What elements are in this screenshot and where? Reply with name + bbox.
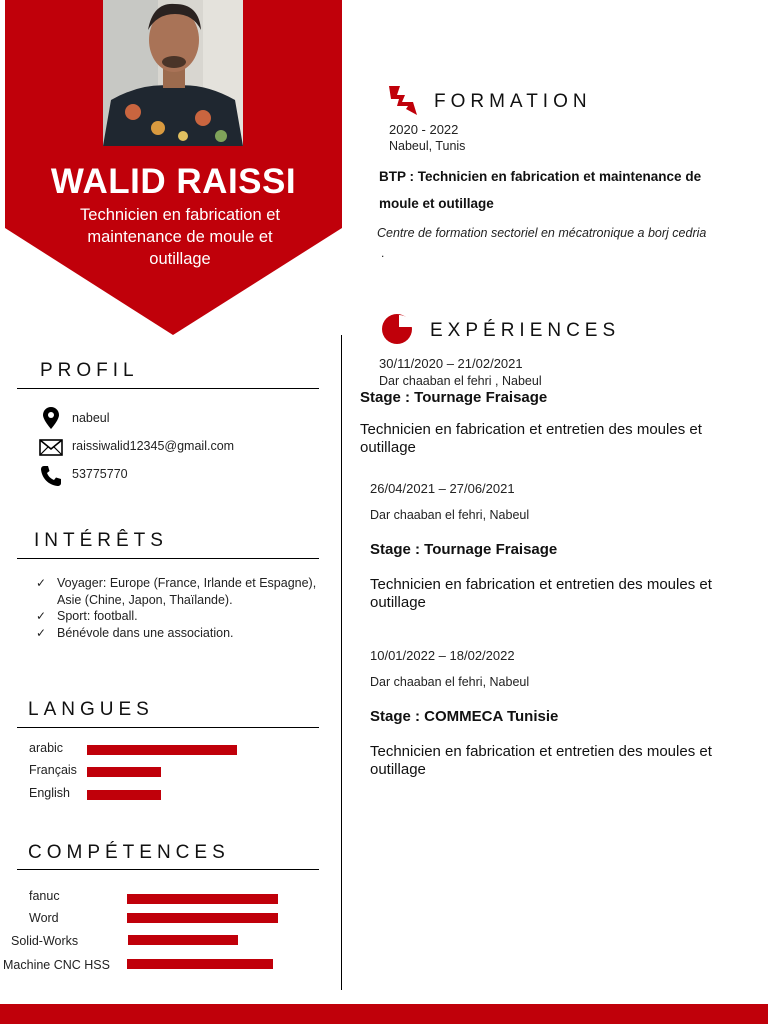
langue-level-bar (87, 767, 161, 777)
formation-heading: FORMATION (434, 91, 592, 112)
formation-degree: BTP : Technicien en fabrication et maintenance de moule et outillage (379, 169, 702, 211)
skill-level-bar (127, 894, 278, 904)
check-icon: ✓ (36, 576, 47, 590)
skill-label: Word (29, 911, 59, 925)
langue-level-bar (87, 745, 237, 755)
profil-divider (17, 388, 319, 389)
competences-heading: COMPÉTENCES (28, 842, 230, 863)
person-name: WALID RAISSI (50, 162, 297, 201)
experience-desc: Technicien en fabrication et entretien des moules et outillage (370, 576, 712, 611)
formation-place: Nabeul, Tunis (389, 139, 466, 153)
list-item: ✓ Voyager: Europe (France, Irlande et Espagne), Asie (Chine, Japon, Thaïlande). (36, 576, 317, 607)
pie-chart-icon (381, 313, 415, 350)
formation-dates: 2020 - 2022 (389, 122, 459, 137)
formation-dot: . (381, 246, 385, 260)
experience-title: Stage : COMMECA Tunisie (370, 708, 559, 725)
interets-list (34, 575, 329, 641)
skill-level-bar (127, 913, 278, 923)
experience-desc: Technicien en fabrication et entretien des moules et outillage (370, 743, 712, 778)
list-item: ✓ Sport: football. (36, 609, 138, 623)
check-icon: ✓ (36, 625, 47, 640)
experience-dates: 10/01/2022 – 18/02/2022 (370, 648, 515, 663)
experience-dates: 26/04/2021 – 27/06/2021 (370, 481, 515, 496)
skill-label: Solid-Works (11, 934, 79, 948)
skill-level-bar (128, 935, 238, 945)
profil-phone: 53775770 (72, 467, 128, 481)
langues-heading: LANGUES (28, 699, 154, 720)
langues-divider (17, 727, 319, 728)
experience-title: Stage : Tournage Fraisage (360, 389, 548, 406)
profil-email[interactable]: raissiwalid12345@gmail.com (72, 439, 235, 453)
profile-photo (103, 0, 243, 146)
experience-company: Dar chaaban el fehri, Nabeul (370, 508, 530, 522)
profil-heading: PROFIL (40, 360, 139, 381)
experience-desc: Technicien en fabrication et entretien des moules et outillage (360, 421, 702, 455)
skill-level-bar (127, 959, 273, 969)
langue-label: Français (29, 763, 77, 777)
langue-label: arabic (29, 741, 64, 755)
skill-label: fanuc (29, 889, 60, 903)
envelope-icon (38, 436, 64, 458)
langue-level-bar (87, 790, 161, 800)
experience-company: Dar chaaban el fehri, Nabeul (370, 675, 530, 689)
list-item: ✓ Bénévole dans une association. (36, 625, 234, 640)
column-divider (341, 335, 342, 990)
skill-label: Machine CNC HSS (3, 958, 110, 972)
experiences-heading: EXPÉRIENCES (430, 320, 621, 341)
formation-school: Centre de formation sectoriel en mécatronique a borj cedria (377, 226, 707, 240)
phone-icon (38, 465, 64, 487)
lightning-icon (386, 84, 418, 121)
interets-divider (17, 558, 319, 559)
langue-label: English (29, 786, 70, 800)
profil-location: nabeul (72, 411, 110, 425)
map-pin-icon (38, 407, 64, 429)
footer-band (0, 1004, 768, 1024)
check-icon: ✓ (36, 609, 47, 623)
experience-title: Stage : Tournage Fraisage (370, 541, 558, 558)
experience-dates: 30/11/2020 – 21/02/2021 (379, 356, 523, 371)
experience-company: Dar chaaban el fehri , Nabeul (379, 374, 542, 388)
interets-heading: INTÉRÊTS (34, 530, 168, 551)
competences-divider (17, 869, 319, 870)
person-title: Technicien en fabrication et maintenance de moule et outillage (80, 206, 280, 268)
